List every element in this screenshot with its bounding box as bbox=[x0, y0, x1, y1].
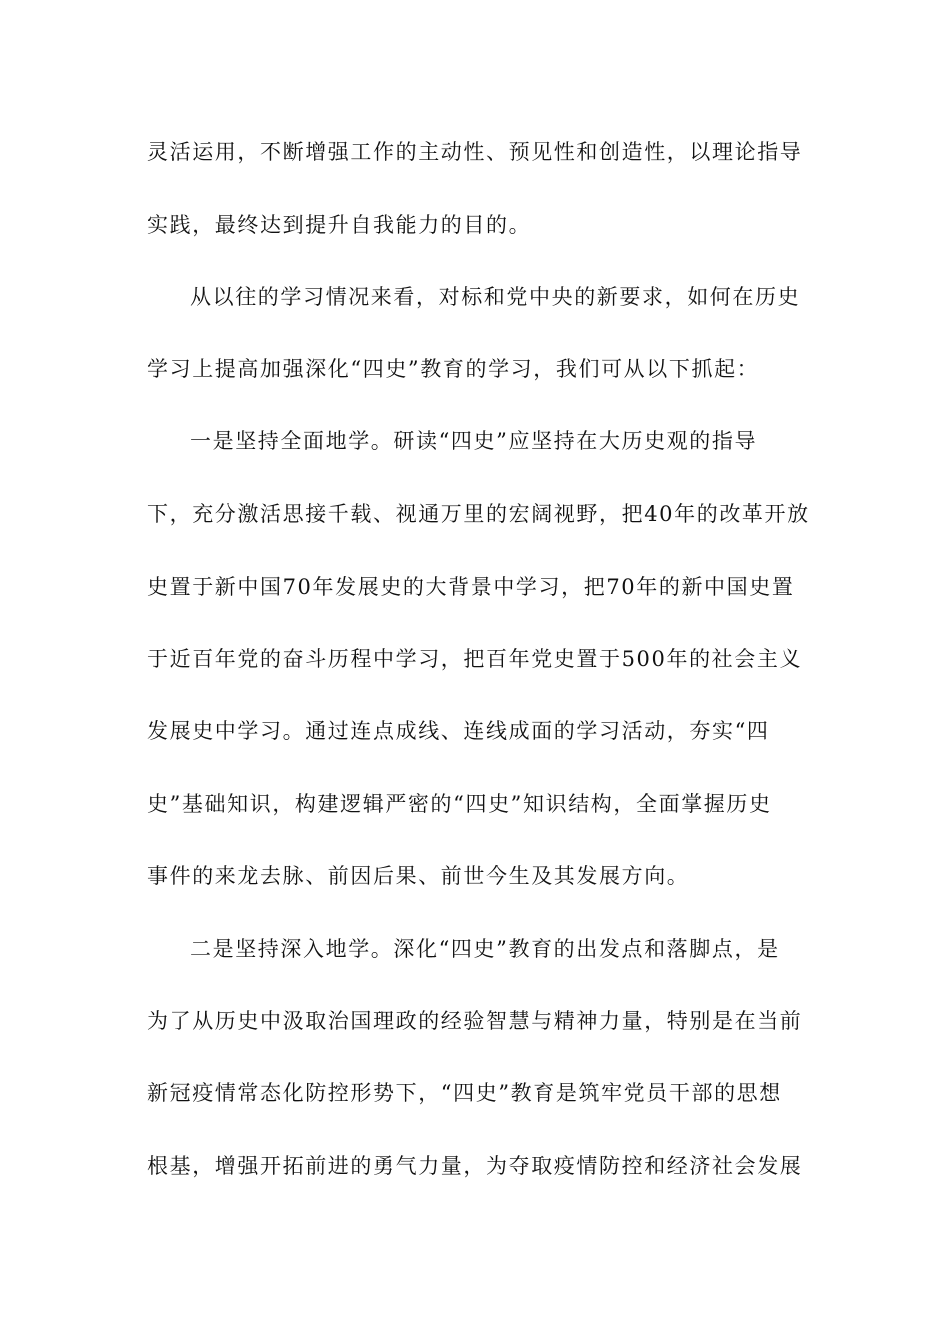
text-line: 于近百年党的奋斗历程中学习，把百年党史置于500年的社会主义 bbox=[147, 647, 803, 671]
text-line: 发展史中学习。通过连点成线、连线成面的学习活动，夯实“四 bbox=[147, 719, 770, 743]
text-line: 根基，增强开拓前进的勇气力量，为夺取疫情防控和经济社会发展 bbox=[147, 1154, 803, 1178]
text-line: 为了从历史中汲取治国理政的经验智慧与精神力量，特别是在当前 bbox=[147, 1009, 803, 1033]
text-line: 事件的来龙去脉、前因后果、前世今生及其发展方向。 bbox=[147, 864, 690, 888]
text-line: 学习上提高加强深化“四史”教育的学习，我们可从以下抓起： bbox=[147, 357, 760, 381]
text-line: 下，充分激活思接千载、视通万里的宏阔视野，把40年的改革开放 bbox=[147, 502, 810, 526]
paragraph-start-line: 一是坚持全面地学。研读“四史”应坚持在大历史观的指导 bbox=[190, 429, 758, 453]
paragraph-start-line: 二是坚持深入地学。深化“四史”教育的出发点和落脚点，是 bbox=[190, 937, 780, 961]
text-line: 史置于新中国70年发展史的大背景中学习，把70年的新中国史置 bbox=[147, 575, 795, 599]
paragraph-start-line: 从以往的学习情况来看，对标和党中央的新要求，如何在历史 bbox=[190, 285, 801, 309]
text-line: 史”基础知识，构建逻辑严密的“四史”知识结构，全面掌握历史 bbox=[147, 792, 772, 816]
text-line: 新冠疫情常态化防控形势下，“四史”教育是筑牢党员干部的思想 bbox=[147, 1081, 782, 1105]
text-line: 灵活运用，不断增强工作的主动性、预见性和创造性，以理论指导 bbox=[147, 140, 803, 164]
text-line: 实践，最终达到提升自我能力的目的。 bbox=[147, 213, 532, 237]
